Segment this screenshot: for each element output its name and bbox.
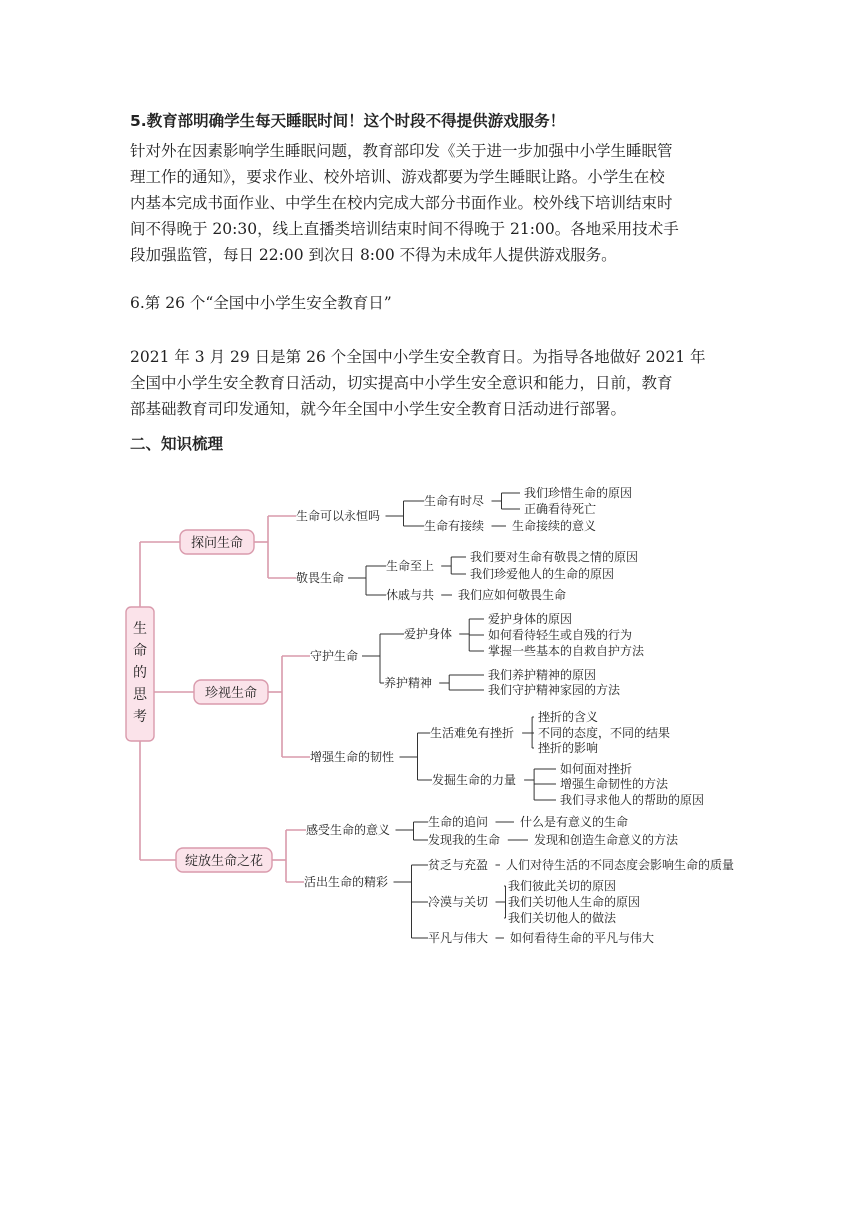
leaf-node-label: 我们珍爱他人的生命的原因 xyxy=(470,567,615,581)
level3-node-label: 冷漠与关切 xyxy=(428,895,489,909)
level3-node-label: 贫乏与充盈 xyxy=(428,858,489,872)
section5-heading: 5.教育部明确学生每天睡眠时间！这个时段不得提供游戏服务！ xyxy=(130,112,566,130)
leaf-node-label: 发现和创造生命意义的方法 xyxy=(534,833,679,847)
section6-line: 部基础教育司印发通知，就今年全国中小学生安全教育日活动进行部署。 xyxy=(130,400,627,418)
level3-node-label: 发现我的生命 xyxy=(428,833,501,847)
level3-node-label: 平凡与伟大 xyxy=(428,931,489,945)
leaf-node-label: 我们寻求他人的帮助的原因 xyxy=(560,793,705,807)
leaf-node-label: 我们守护精神家园的方法 xyxy=(488,683,621,697)
section5-line: 内基本完成书面作业、中学生在校内完成大部分书面作业。校外线下培训结束时 xyxy=(130,194,673,212)
level2-node-label: 守护生命 xyxy=(310,649,359,663)
branch-node-label: 珍视生命 xyxy=(204,686,258,701)
section5-line: 间不得晚于 20:30，线上直播类培训结束时间不得晚于 21:00。各地采用技术手 xyxy=(130,220,679,238)
section5-line: 理工作的通知》，要求作业、校外培训、游戏都要为学生睡眠让路。小学生在校 xyxy=(130,168,665,186)
level2-node-label: 活出生命的精彩 xyxy=(304,875,389,889)
root-node-char: 命 xyxy=(133,643,147,659)
level3-node-label: 生命有时尽 xyxy=(424,494,485,508)
level2-node-label: 感受生命的意义 xyxy=(306,823,391,837)
section5-line: 针对外在因素影响学生睡眠问题，教育部印发《关于进一步加强中小学生睡眠管 xyxy=(130,142,673,160)
leaf-node-label: 我们要对生命有敬畏之情的原因 xyxy=(470,550,639,564)
root-node-char: 的 xyxy=(133,665,147,681)
level3-node-label: 发掘生命的力量 xyxy=(432,773,517,787)
leaf-node-label: 增强生命韧性的方法 xyxy=(560,777,669,791)
section6-line: 2021 年 3 月 29 日是第 26 个全国中小学生安全教育日。为指导各地做好 2021 年 xyxy=(130,348,706,366)
leaf-node-label: 人们对待生活的不同态度会影响生命的质量 xyxy=(506,858,735,872)
section5-line: 段加强监管，每日 22:00 到次日 8:00 不得为未成年人提供游戏服务。 xyxy=(130,246,617,264)
leaf-node-label: 我们关切他人生命的原因 xyxy=(508,895,641,909)
leaf-node-label: 我们养护精神的原因 xyxy=(488,668,597,682)
leaf-node-label: 如何面对挫折 xyxy=(560,762,633,776)
root-node-char: 考 xyxy=(133,709,147,725)
section6-line: 全国中小学生安全教育日活动，切实提高中小学生安全意识和能力，日前，教育 xyxy=(130,374,673,392)
leaf-node-label: 爱护身体的原因 xyxy=(488,612,573,626)
leaf-node-label: 我们珍惜生命的原因 xyxy=(524,486,633,500)
leaf-node-label: 生命接续的意义 xyxy=(512,519,597,533)
leaf-node-label: 不同的态度，不同的结果 xyxy=(538,726,671,740)
leaf-node-label: 如何看待轻生或自残的行为 xyxy=(488,628,633,642)
root-node-char: 思 xyxy=(133,687,147,703)
root-node-char: 生 xyxy=(133,621,147,637)
leaf-node-label: 什么是有意义的生命 xyxy=(520,815,629,829)
leaf-node-label: 我们关切他人的做法 xyxy=(508,911,617,925)
leaf-node-label: 掌握一些基本的自救自护方法 xyxy=(488,644,645,658)
leaf-node-label: 我们彼此关切的原因 xyxy=(508,879,617,893)
level3-node-label: 生命的追问 xyxy=(428,815,489,829)
leaf-node-label: 我们应如何敬畏生命 xyxy=(458,588,567,602)
level3-node-label: 生活难免有挫折 xyxy=(430,726,515,740)
level3-node-label: 生命有接续 xyxy=(424,519,485,533)
level3-node-label: 休戚与共 xyxy=(386,588,435,602)
level3-node-label: 爱护身体 xyxy=(404,627,453,641)
leaf-node-label: 如何看待生命的平凡与伟大 xyxy=(510,931,655,945)
section-two-heading: 二、知识梳理 xyxy=(130,435,224,453)
knowledge-mindmap xyxy=(118,478,758,958)
level3-node-label: 养护精神 xyxy=(384,676,433,690)
leaf-node-label: 挫折的含义 xyxy=(538,710,599,724)
branch-node-label: 探问生命 xyxy=(190,536,244,551)
level2-node-label: 生命可以永恒吗 xyxy=(296,509,381,523)
level3-node-label: 生命至上 xyxy=(386,559,435,573)
level2-node-label: 敬畏生命 xyxy=(296,571,345,585)
leaf-node-label: 挫折的影响 xyxy=(538,741,599,755)
leaf-node-label: 正确看待死亡 xyxy=(524,502,597,516)
mindmap-nodes xyxy=(126,485,734,945)
branch-node-label: 绽放生命之花 xyxy=(184,854,264,869)
section6-heading: 6.第 26 个“全国中小学生安全教育日” xyxy=(130,294,392,312)
level2-node-label: 增强生命的韧性 xyxy=(310,750,395,764)
